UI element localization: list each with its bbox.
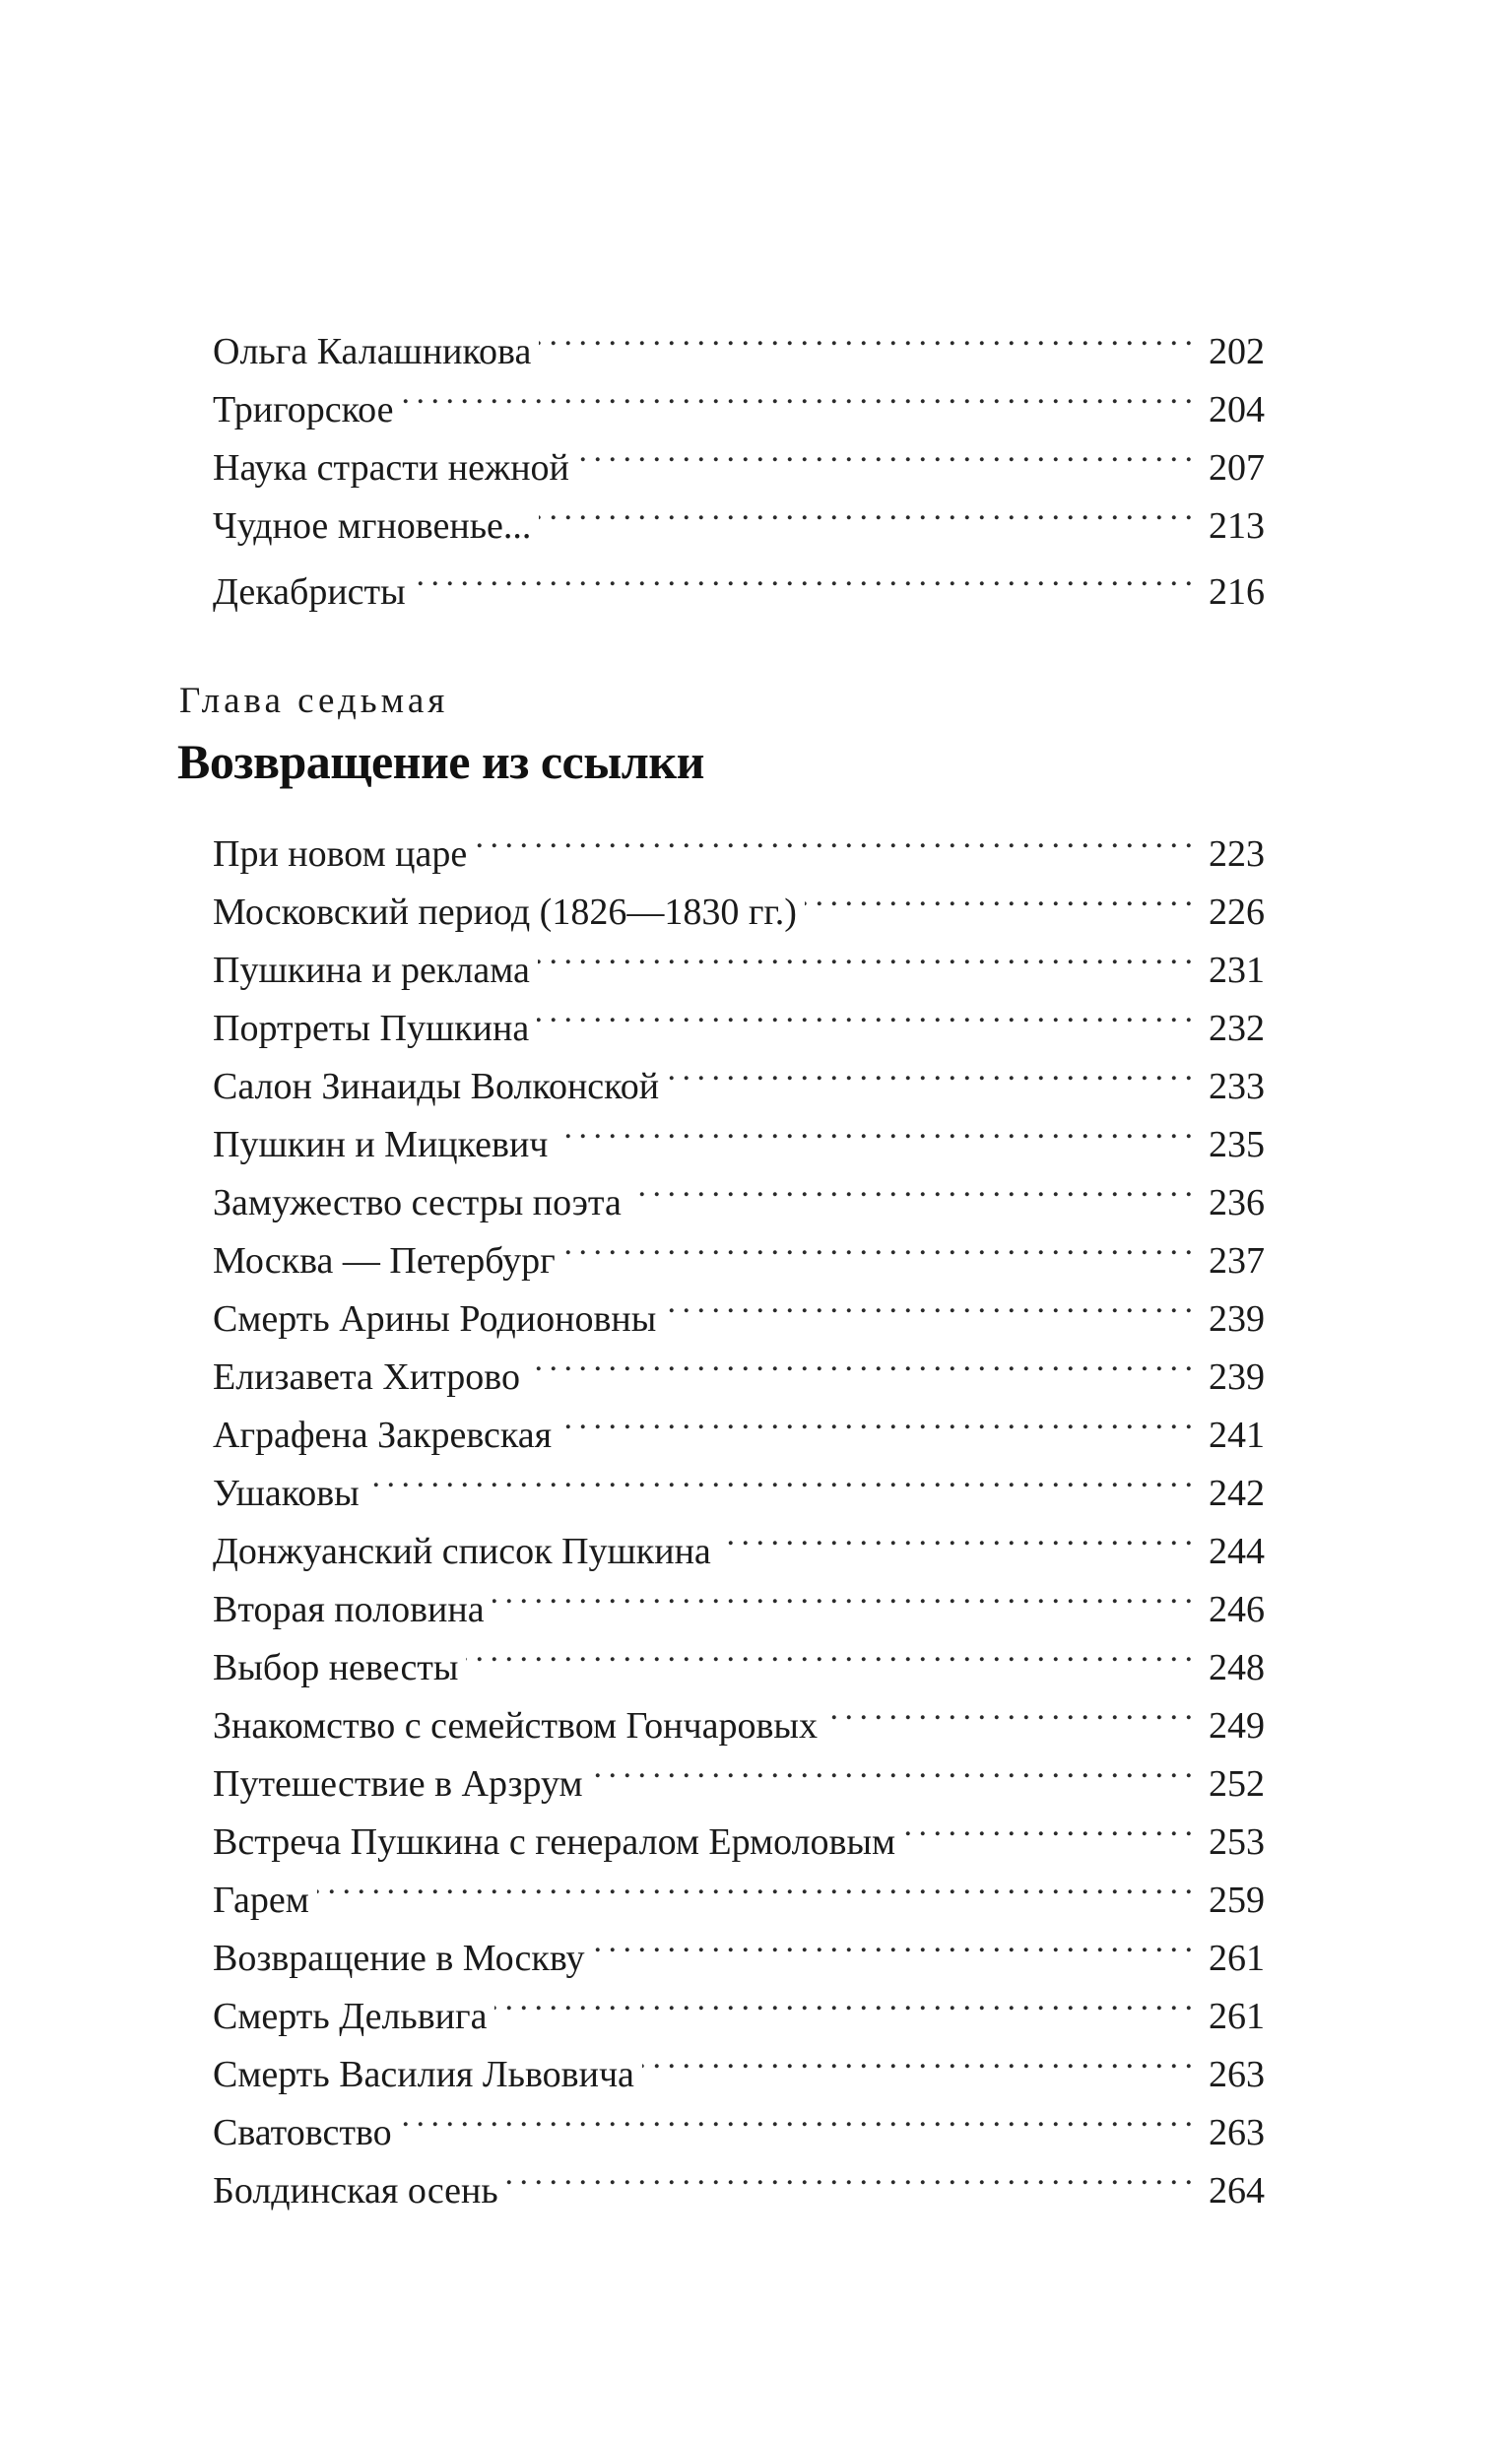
- toc-entry-title: Ольга Калашникова: [213, 331, 532, 372]
- toc-entry-page: 263: [1209, 2054, 1265, 2095]
- toc-entry-title: Пушкина и реклама: [213, 950, 530, 991]
- toc-section-previous: [213, 305, 1265, 613]
- toc-entry-title: Гарем: [213, 1880, 309, 1921]
- toc-leader-dots: [475, 808, 1192, 866]
- toc-leader-dots: [593, 1912, 1192, 1970]
- toc-entry-title: Донжуанский список Пушкина: [213, 1531, 711, 1572]
- toc-entry-title: Елизавета Хитрово: [213, 1356, 520, 1398]
- toc-entry-page: 231: [1209, 950, 1265, 991]
- toc-entry-title: Наука страсти нежной: [213, 447, 569, 489]
- toc-leader-dots: [903, 1796, 1192, 1854]
- toc-entry-page: 252: [1209, 1763, 1265, 1805]
- toc-entry: [213, 808, 1265, 875]
- toc-entry-page: 235: [1209, 1124, 1265, 1165]
- toc-entry-title: Путешествие в Арзрум: [213, 1763, 583, 1805]
- toc-entry-title: Вторая половина: [213, 1589, 485, 1630]
- toc-entry-title: Знакомство с семейством Гончаровых: [213, 1705, 818, 1747]
- toc-leader-dots: [367, 1447, 1192, 1505]
- toc-leader-dots: [466, 1621, 1192, 1680]
- toc-leader-dots: [642, 2028, 1192, 2086]
- toc-entry-title: Замужество сестры поэта: [213, 1182, 622, 1223]
- toc-entry-title: Портреты Пушкина: [213, 1008, 530, 1049]
- toc-entry-title: Московский период (1826—1830 гг.): [213, 891, 797, 933]
- toc-entry-page: 263: [1209, 2112, 1265, 2153]
- toc-entry-page: 244: [1209, 1531, 1265, 1572]
- toc-entry-title: Выбор невесты: [213, 1647, 459, 1688]
- toc-leader-dots: [629, 1156, 1192, 1215]
- toc-leader-dots: [556, 1098, 1192, 1156]
- toc-entry-page: 253: [1209, 1821, 1265, 1863]
- toc-leader-dots: [400, 2086, 1192, 2145]
- toc-entry: [213, 1505, 1265, 1572]
- toc-entry-page: 216: [1209, 571, 1265, 613]
- toc-section-chapter: [213, 808, 1265, 2212]
- toc-entry-title: При новом царе: [213, 833, 468, 875]
- toc-entry-page: 246: [1209, 1589, 1265, 1630]
- toc-entry-page: 236: [1209, 1182, 1265, 1223]
- toc-leader-dots: [591, 1738, 1192, 1796]
- toc-entry-page: 239: [1209, 1356, 1265, 1398]
- toc-entry-page: 207: [1209, 447, 1265, 489]
- toc-leader-dots: [401, 363, 1192, 422]
- toc-leader-dots: [667, 1040, 1192, 1098]
- toc-entry: [213, 305, 1265, 372]
- toc-leader-dots: [414, 546, 1192, 604]
- toc-entry-title: Чудное мгновенье...: [213, 505, 532, 547]
- toc-leader-dots: [719, 1505, 1192, 1563]
- toc-leader-dots: [539, 305, 1192, 363]
- toc-leader-dots: [506, 2145, 1192, 2203]
- toc-entry-page: 213: [1209, 505, 1265, 547]
- toc-entry-page: 226: [1209, 891, 1265, 933]
- toc-entry-title: Сватовство: [213, 2112, 392, 2153]
- toc-entry-title: Аграфена Закревская: [213, 1415, 553, 1456]
- toc-leader-dots: [317, 1854, 1192, 1912]
- toc-entry-page: 242: [1209, 1473, 1265, 1514]
- toc-entry-page: 249: [1209, 1705, 1265, 1747]
- toc-entry: [213, 1447, 1265, 1514]
- chapter-label: Глава седьмая: [179, 681, 449, 721]
- toc-entry-title: Смерть Арины Родионовны: [213, 1298, 657, 1340]
- chapter-title: Возвращение из ссылки: [177, 734, 704, 789]
- toc-entry-page: 239: [1209, 1298, 1265, 1340]
- toc-entry-title: Ушаковы: [213, 1473, 360, 1514]
- toc-leader-dots: [494, 1970, 1192, 2028]
- toc-entry-page: 259: [1209, 1880, 1265, 1921]
- toc-leader-dots: [563, 1215, 1192, 1273]
- toc-entry-title: Смерть Василия Львовича: [213, 2054, 634, 2095]
- toc-entry-page: 233: [1209, 1066, 1265, 1107]
- toc-leader-dots: [805, 866, 1192, 924]
- toc-entry: [213, 1854, 1265, 1921]
- toc-entry-title: Тригорское: [213, 389, 394, 430]
- toc-entry-page: 264: [1209, 2170, 1265, 2212]
- toc-entry-page: 248: [1209, 1647, 1265, 1688]
- toc-leader-dots: [537, 982, 1192, 1040]
- toc-entry-title: Смерть Дельвига: [213, 1996, 488, 2037]
- toc-leader-dots: [528, 1331, 1192, 1389]
- toc-leader-dots: [538, 924, 1192, 982]
- toc-entry-title: Встреча Пушкина с генералом Ермоловым: [213, 1821, 896, 1863]
- toc-entry-page: 204: [1209, 389, 1265, 430]
- toc-entry-title: Декабристы: [213, 571, 406, 613]
- toc-leader-dots: [493, 1563, 1192, 1621]
- toc-entry-title: Возвращение в Москву: [213, 1938, 585, 1979]
- toc-leader-dots: [559, 1389, 1192, 1447]
- toc-entry-page: 232: [1209, 1008, 1265, 1049]
- toc-entry-page: 202: [1209, 331, 1265, 372]
- toc-entry-page: 261: [1209, 1996, 1265, 2037]
- toc-entry-title: Салон Зинаиды Волконской: [213, 1066, 660, 1107]
- toc-entry-title: Москва — Петербург: [213, 1240, 556, 1282]
- toc-entry-page: 223: [1209, 833, 1265, 875]
- toc-entry-title: Пушкин и Мицкевич: [213, 1124, 549, 1165]
- toc-entry-page: 261: [1209, 1938, 1265, 1979]
- toc-leader-dots: [825, 1680, 1192, 1738]
- toc-entry-title: Болдинская осень: [213, 2170, 498, 2212]
- toc-leader-dots: [539, 480, 1192, 538]
- toc-entry: [213, 1912, 1265, 1979]
- toc-entry-page: 237: [1209, 1240, 1265, 1282]
- toc-entry-page: 241: [1209, 1415, 1265, 1456]
- toc-leader-dots: [664, 1273, 1192, 1331]
- toc-leader-dots: [577, 422, 1192, 480]
